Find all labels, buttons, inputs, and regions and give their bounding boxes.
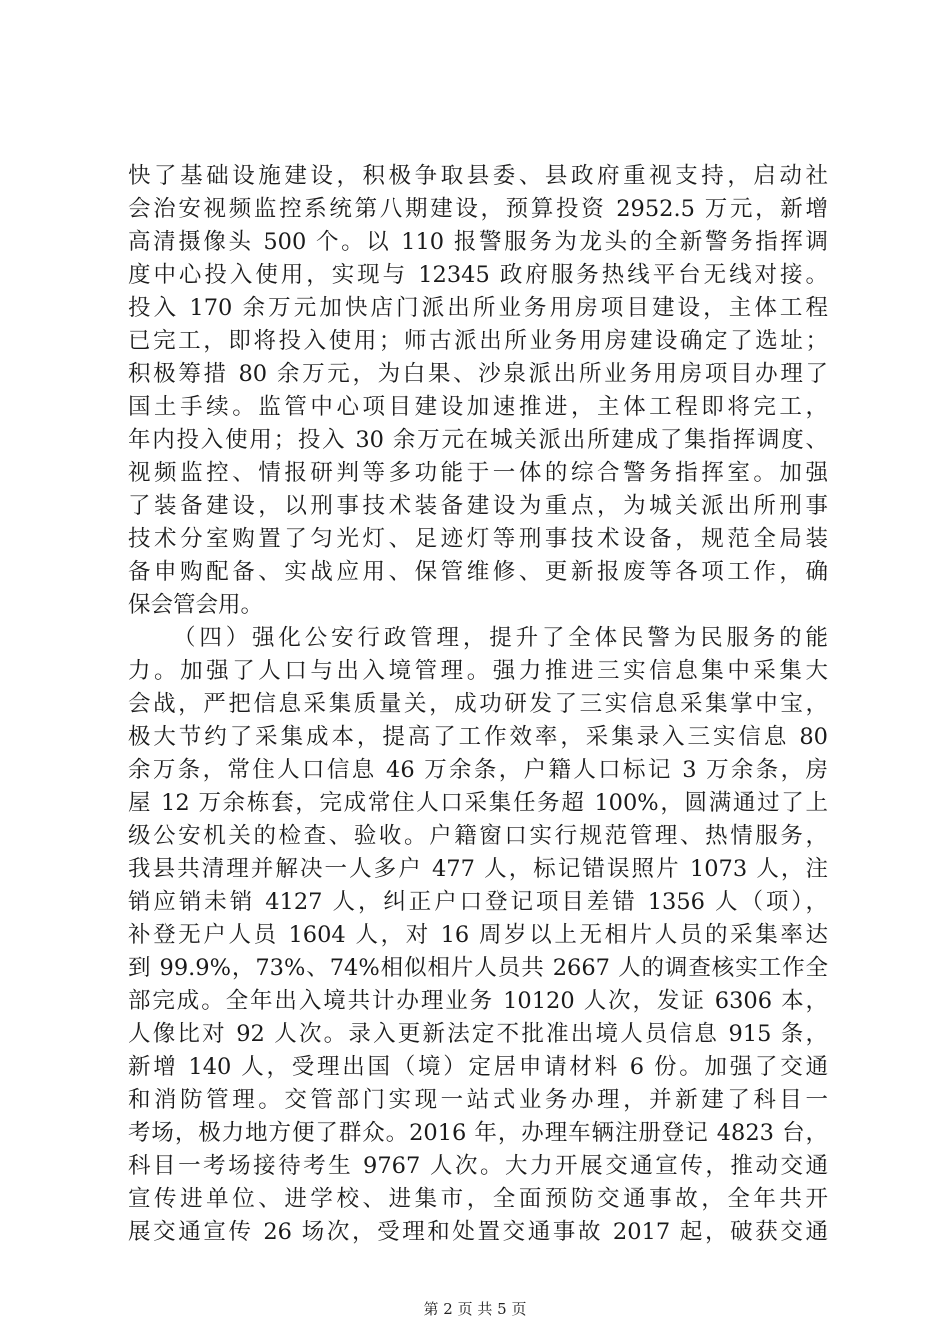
text-line: 新增 140 人，受理出国（境）定居申请材料 6 份。加强了交通 bbox=[128, 1054, 828, 1080]
text-line: 视频监控、情报研判等多功能于一体的综合警务指挥室。加强 bbox=[128, 460, 828, 486]
text-line: 科目一考场接待考生 9767 人次。大力开展交通宣传，推动交通 bbox=[128, 1153, 828, 1179]
text-line: 会战，严把信息采集质量关，成功研发了三实信息采集掌中宝， bbox=[128, 691, 828, 717]
text-line: 年内投入使用；投入 30 余万元在城关派出所建成了集指挥调度、 bbox=[128, 427, 828, 453]
text-line: 销应销未销 4127 人，纠正户口登记项目差错 1356 人（项）， bbox=[128, 889, 828, 915]
text-line: 极大节约了采集成本，提高了工作效率，采集录入三实信息 80 bbox=[128, 724, 828, 750]
text-line: 部完成。全年出入境共计办理业务 10120 人次，发证 6306 本， bbox=[128, 988, 828, 1014]
body-text bbox=[128, 160, 828, 1249]
text-line: 高清摄像头 500 个。以 110 报警服务为龙头的全新警务指挥调 bbox=[128, 229, 828, 255]
text-line: 力。加强了人口与出入境管理。强力推进三实信息集中采集大 bbox=[128, 658, 828, 684]
text-line: 了装备建设，以刑事技术装备建设为重点，为城关派出所刑事 bbox=[128, 493, 828, 519]
text-line: 已完工，即将投入使用；师古派出所业务用房建设确定了选址； bbox=[128, 328, 828, 354]
text-line: 积极筹措 80 余万元，为白果、沙泉派出所业务用房项目办理了 bbox=[128, 361, 828, 387]
paragraph-end-line: 保会管会用。 bbox=[128, 592, 264, 618]
text-line: 人像比对 92 人次。录入更新法定不批准出境人员信息 915 条， bbox=[128, 1021, 828, 1047]
text-line: 投入 170 余万元加快店门派出所业务用房项目建设，主体工程 bbox=[128, 295, 828, 321]
text-line: 度中心投入使用，实现与 12345 政府服务热线平台无线对接。 bbox=[128, 262, 828, 288]
text-line: 屋 12 万余栋套，完成常住人口采集任务超 100%，圆满通过了上 bbox=[128, 790, 828, 816]
page-number-footer: 第 2 页 共 5 页 bbox=[423, 1300, 527, 1318]
text-line: 级公安机关的检查、验收。户籍窗口实行规范管理、热情服务， bbox=[128, 823, 828, 849]
text-line: 宣传进单位、进学校、进集市，全面预防交通事故，全年共开 bbox=[128, 1186, 828, 1212]
text-line: 余万条，常住人口信息 46 万余条，户籍人口标记 3 万余条，房 bbox=[128, 757, 828, 783]
text-line: 国土手续。监管中心项目建设加速推进，主体工程即将完工， bbox=[128, 394, 828, 420]
text-line: 我县共清理并解决一人多户 477 人，标记错误照片 1073 人，注 bbox=[128, 856, 828, 882]
text-line: 技术分室购置了匀光灯、足迹灯等刑事技术设备，规范全局装 bbox=[128, 526, 828, 552]
text-line: 和消防管理。交管部门实现一站式业务办理，并新建了科目一 bbox=[128, 1087, 828, 1113]
text-line: 到 99.9%，73%、74%相似相片人员共 2667 人的调查核实工作全 bbox=[128, 955, 828, 981]
section-heading-line: （四）强化公安行政管理，提升了全体民警为民服务的能 bbox=[173, 625, 828, 651]
text-line: 会治安视频监控系统第八期建设，预算投资 2952.5 万元，新增 bbox=[128, 196, 828, 222]
text-line: 展交通宣传 26 场次，受理和处置交通事故 2017 起，破获交通 bbox=[128, 1219, 828, 1245]
text-line: 考场，极力地方便了群众。2016 年，办理车辆注册登记 4823 台， bbox=[128, 1120, 828, 1146]
text-line: 补登无户人员 1604 人，对 16 周岁以上无相片人员的采集率达 bbox=[128, 922, 828, 948]
text-line: 快了基础设施建设，积极争取县委、县政府重视支持，启动社 bbox=[128, 163, 828, 189]
text-line: 备申购配备、实战应用、保管维修、更新报废等各项工作，确 bbox=[128, 559, 828, 585]
